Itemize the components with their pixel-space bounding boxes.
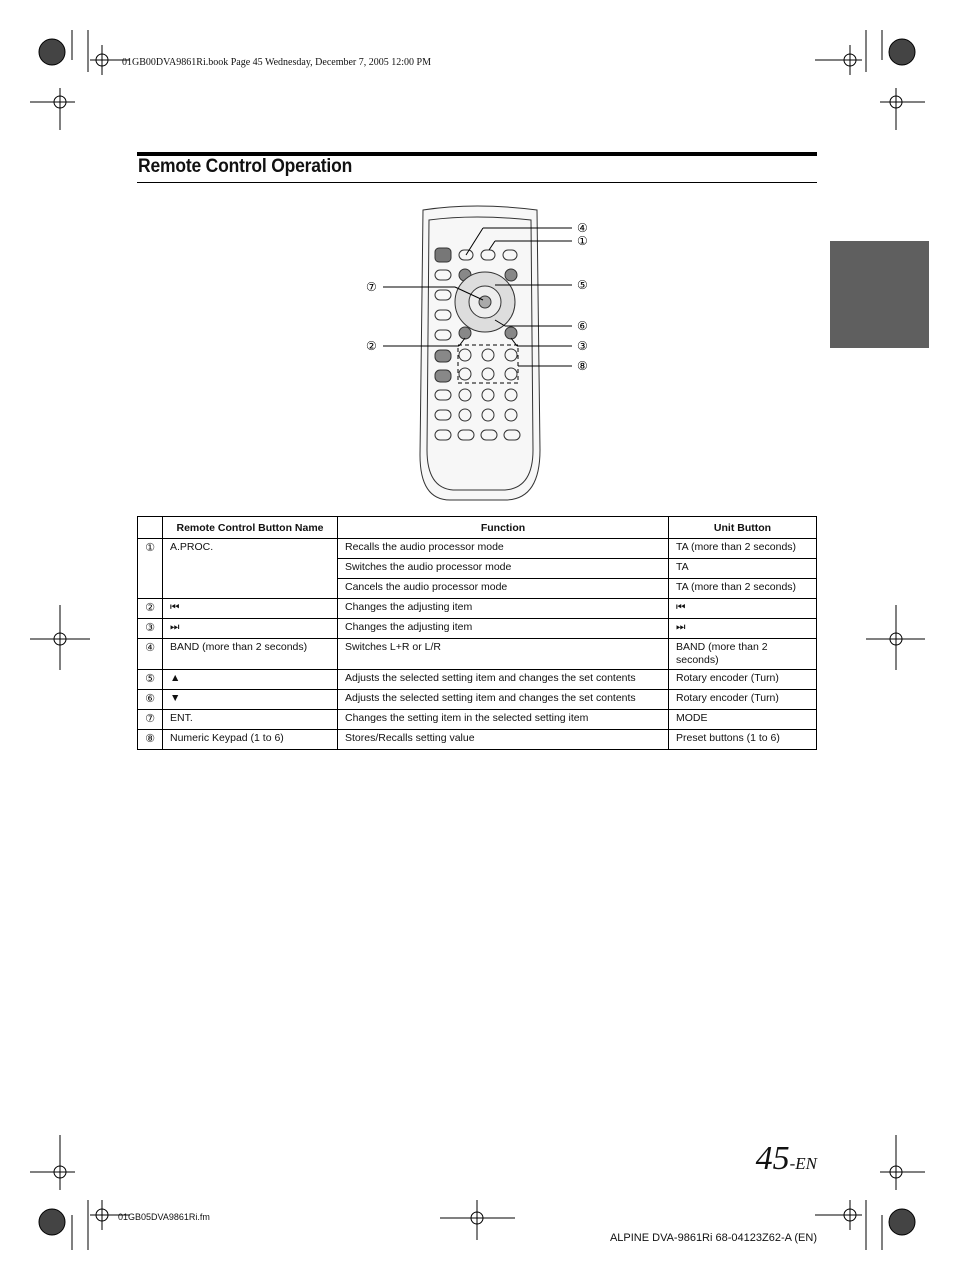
title-underline xyxy=(137,182,817,183)
row-unit: TA (more than 2 seconds) xyxy=(669,539,817,559)
row-button-name: A.PROC. xyxy=(163,539,338,599)
row-unit: Preset buttons (1 to 6) xyxy=(669,730,817,750)
row-unit: MODE xyxy=(669,710,817,730)
print-header: 01GB00DVA9861Ri.book Page 45 Wednesday, December 7, 2005 12:00 PM xyxy=(122,57,431,68)
row-button-name: ▼ xyxy=(163,690,338,710)
callout-2: ② xyxy=(366,339,377,353)
row-unit: Rotary encoder (Turn) xyxy=(669,690,817,710)
footer-filename: 01GB05DVA9861Ri.fm xyxy=(118,1212,210,1222)
page-title: Remote Control Operation xyxy=(138,156,353,177)
row-unit: TA (more than 2 seconds) xyxy=(669,579,817,599)
row-function: Adjusts the selected setting item and changes the set contents xyxy=(338,690,669,710)
footer-model: ALPINE DVA-9861Ri 68-04123Z62-A (EN) xyxy=(609,1232,817,1244)
page-number-value: 45 xyxy=(755,1140,790,1177)
header-function: Function xyxy=(338,517,669,539)
row-unit: ⏭ xyxy=(669,619,817,639)
callout-8: ⑧ xyxy=(577,359,588,373)
row-num: ② xyxy=(138,599,163,619)
callout-3: ③ xyxy=(577,339,588,353)
row-button-name: ⏭ xyxy=(163,619,338,639)
row-num: ③ xyxy=(138,619,163,639)
row-button-name: ENT. xyxy=(163,710,338,730)
table-row xyxy=(138,710,817,730)
row-function: Switches the audio processor mode xyxy=(338,559,669,579)
row-unit: Rotary encoder (Turn) xyxy=(669,670,817,690)
row-unit: ⏮ xyxy=(669,599,817,619)
header-unit-button: Unit Button xyxy=(669,517,817,539)
row-num: ⑦ xyxy=(138,710,163,730)
table-row xyxy=(138,730,817,750)
row-function: Cancels the audio processor mode xyxy=(338,579,669,599)
table-row xyxy=(138,670,817,690)
section-side-tab xyxy=(830,241,929,348)
header-button-name: Remote Control Button Name xyxy=(163,517,338,539)
header-num xyxy=(138,517,163,539)
row-function: Changes the adjusting item xyxy=(338,619,669,639)
operation-table xyxy=(137,516,817,750)
row-button-name: BAND (more than 2 seconds) xyxy=(163,639,338,670)
table-header-row xyxy=(138,517,817,539)
table-row xyxy=(138,599,817,619)
row-unit: BAND (more than 2 seconds) xyxy=(669,639,817,670)
row-button-name: ⏮ xyxy=(163,599,338,619)
row-function: Changes the setting item in the selected setting item xyxy=(338,710,669,730)
row-button-name: Numeric Keypad (1 to 6) xyxy=(163,730,338,750)
row-function: Adjusts the selected setting item and changes the set contents xyxy=(338,670,669,690)
row-function: Switches L+R or L/R xyxy=(338,639,669,670)
row-num: ⑤ xyxy=(138,670,163,690)
row-num: ④ xyxy=(138,639,163,670)
remote-control-figure xyxy=(355,200,615,505)
page-number-suffix: -EN xyxy=(789,1154,817,1173)
row-num: ⑧ xyxy=(138,730,163,750)
callout-1: ① xyxy=(577,234,588,248)
row-function: Recalls the audio processor mode xyxy=(338,539,669,559)
callout-5: ⑤ xyxy=(577,278,588,292)
row-num: ⑥ xyxy=(138,690,163,710)
table-row xyxy=(138,539,817,559)
row-function: Changes the adjusting item xyxy=(338,599,669,619)
table-row xyxy=(138,619,817,639)
row-button-name: ▲ xyxy=(163,670,338,690)
page-number xyxy=(756,1140,817,1178)
callout-6: ⑥ xyxy=(577,319,588,333)
table-row xyxy=(138,690,817,710)
table-row xyxy=(138,639,817,670)
row-function: Stores/Recalls setting value xyxy=(338,730,669,750)
callout-4: ④ xyxy=(577,221,588,235)
row-num: ① xyxy=(138,539,163,599)
callout-7: ⑦ xyxy=(366,280,377,294)
row-unit: TA xyxy=(669,559,817,579)
